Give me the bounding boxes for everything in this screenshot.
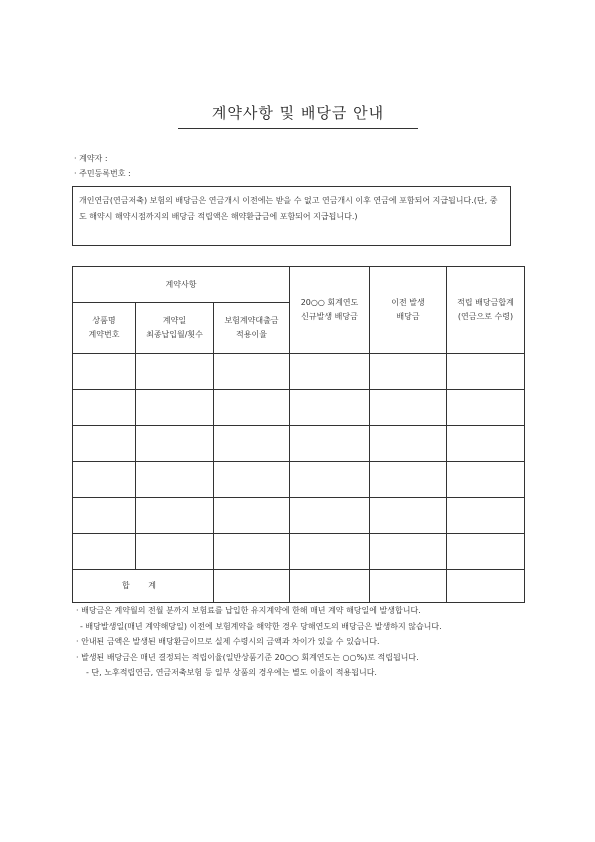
- table-cell: [136, 498, 214, 534]
- table-cell: [73, 498, 136, 534]
- table-cell: [73, 426, 136, 462]
- loan-rate-header-line1: 보험계약대출금: [224, 316, 279, 325]
- table-cell: [214, 534, 290, 570]
- table-cell: [447, 570, 525, 603]
- note-item: - 배당발생일(매년 계약해당일) 이전에 보험계약을 해약한 경우 당해연도의 배당금은 발생하지 않습니다.: [80, 621, 442, 631]
- pension-notice-box: 개인연금(연금저축) 보험의 배당금은 연금개시 이전에는 받을 수 없고 연금개시 이후 연금에 포함되어 지급됩니다.(단, 중도 해약시 해약시점까지의 배당금 적립액은 해약환급금에 포함되어 지급됩니다.): [72, 186, 511, 246]
- product-header-line1: 상품명: [92, 316, 116, 325]
- contract-details-header: 계약사항: [73, 267, 290, 303]
- table-cell: [370, 570, 447, 603]
- table-cell: [290, 426, 370, 462]
- contract-date-header: [136, 303, 214, 354]
- table-cell: [447, 498, 525, 534]
- table-cell: [370, 354, 447, 390]
- table-cell: [136, 426, 214, 462]
- table-cell: [73, 390, 136, 426]
- table-cell: [290, 354, 370, 390]
- table-cell: [447, 390, 525, 426]
- dividend-table: [72, 266, 525, 603]
- table-cell: [447, 354, 525, 390]
- table-row: [73, 354, 525, 390]
- contractor-field: · 계약자 :: [74, 154, 108, 163]
- table-row: [73, 534, 525, 570]
- table-row: [73, 498, 525, 534]
- prior-dividend-header-line1: 이전 발생: [391, 298, 425, 307]
- id-number-field: · 주민등록번호 :: [74, 169, 131, 178]
- table-cell: [214, 498, 290, 534]
- table-cell: [136, 354, 214, 390]
- new-dividend-header: [290, 267, 370, 354]
- table-row: [73, 390, 525, 426]
- table-cell: [214, 462, 290, 498]
- contract-date-header-line2: 최종납입월/횟수: [146, 330, 203, 339]
- table-cell: [447, 534, 525, 570]
- total-label: 합 계: [73, 570, 214, 603]
- table-cell: [214, 426, 290, 462]
- table-row: [73, 426, 525, 462]
- table-cell: [370, 498, 447, 534]
- table-cell: [370, 534, 447, 570]
- table-cell: [214, 390, 290, 426]
- table-cell: [290, 534, 370, 570]
- table-cell: [290, 570, 370, 603]
- table-cell: [290, 498, 370, 534]
- table-cell: [370, 462, 447, 498]
- table-row: [73, 462, 525, 498]
- table-cell: [73, 354, 136, 390]
- table-cell: [73, 534, 136, 570]
- table-cell: [290, 390, 370, 426]
- new-dividend-header-line2: 신규발생 배당금: [301, 312, 358, 321]
- table-cell: [370, 426, 447, 462]
- table-cell: [136, 462, 214, 498]
- document-title: 계약사항 및 배당금 안내: [178, 102, 418, 129]
- note-item: · 배당금은 계약월의 전월 분까지 보험료를 납입한 유지계약에 한해 매년 계약 해당일에 발생합니다.: [76, 606, 421, 615]
- total-dividend-header: [447, 267, 525, 354]
- table-cell: [447, 462, 525, 498]
- table-cell: [370, 390, 447, 426]
- contract-date-header-line1: 계약일: [162, 316, 187, 325]
- note-item: · 발생된 배당금은 매년 결정되는 적립이율(일반상품기준 20○○ 회계연도는 ○○%)로 적립됩니다.: [76, 652, 419, 662]
- new-dividend-header-line1: 20○○ 회계연도: [300, 298, 359, 307]
- loan-rate-header: [214, 303, 290, 354]
- table-cell: [447, 426, 525, 462]
- note-item: - 단, 노후적립연금, 연금저축보험 등 일부 상품의 경우에는 별도 이율이 적용됩니다.: [86, 668, 377, 677]
- prior-dividend-header: [370, 267, 447, 354]
- product-header-line2: 계약번호: [88, 330, 120, 339]
- table-cell: [290, 462, 370, 498]
- table-cell: [214, 354, 290, 390]
- total-row: [73, 570, 525, 603]
- table-cell: [136, 390, 214, 426]
- product-header: [73, 303, 136, 354]
- table-cell: [214, 570, 290, 603]
- prior-dividend-header-line2: 배당금: [396, 312, 420, 321]
- total-dividend-header-line2: (연금으로 수령): [457, 312, 514, 321]
- notes-section: [72, 603, 522, 681]
- note-item: · 안내된 금액은 발생된 배당환금이므로 실제 수령시의 금액과 차이가 있을 수 있습니다.: [76, 637, 380, 646]
- table-cell: [73, 462, 136, 498]
- table-cell: [136, 534, 214, 570]
- loan-rate-header-line2: 적용이율: [236, 330, 267, 339]
- total-dividend-header-line1: 적립 배당금합계: [457, 298, 514, 307]
